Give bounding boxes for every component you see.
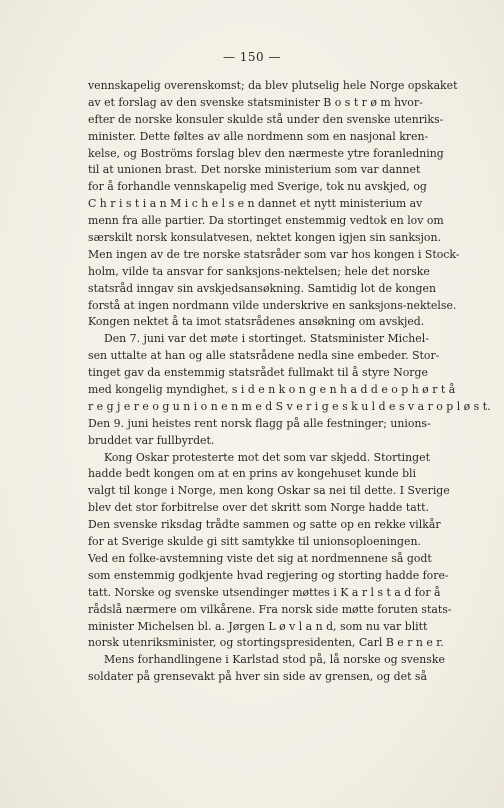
- text-line: blev det stor forbitrelse over det skritt som Norge hadde tatt.: [88, 501, 429, 515]
- text-line: tinget gav da enstemmig statsrådet fullmakt til å styre Norge: [88, 366, 428, 380]
- text-line: Kong Oskar protesterte mot det som var skjedd. Stortinget: [104, 450, 430, 464]
- text-line: statsråd inngav sin avskjedsansøkning. Samtidig lot de kongen: [88, 281, 436, 295]
- page-number: — 150 —: [222, 50, 282, 64]
- text-line: hadde bedt kongen om at en prins av kongehuset kunde bli: [88, 467, 417, 481]
- text-line: efter de norske konsuler skulde stå under den svenske utenriks-: [88, 112, 444, 126]
- text-line: Mens forhandlingene i Karlstad stod på, lå norske og svenske: [104, 653, 445, 667]
- text-line: Den svenske riksdag trådte sammen og satte op en rekke vilkår: [88, 518, 441, 532]
- text-line: for å forhandle vennskapelig med Sverige, tok nu avskjed, og: [88, 180, 427, 194]
- text-line: Kongen nektet å ta imot statsrådenes ansøkning om avskjed.: [88, 315, 425, 329]
- text-line: sen uttalte at han og alle statsrådene nedla sine embeder. Stor-: [88, 349, 440, 363]
- text-line: kelse, og Boströms forslag blev den nærmeste ytre foranledning: [88, 146, 444, 160]
- text-line: Men ingen av de tre norske statsråder som var hos kongen i Stock-: [88, 247, 460, 261]
- text-line: bruddet var fullbyrdet.: [88, 433, 215, 447]
- text-line: med kongelig myndighet, s i d e n k o n g e n h a d d e o p h ø r t å: [88, 383, 456, 397]
- text-line: for at Sverige skulde gi sitt samtykke til unionsoploeningen.: [88, 535, 421, 549]
- text-line: tatt. Norske og svenske utsendinger møttes i K a r l s t a d for å: [88, 585, 441, 599]
- text-line: r e g j e r e o g u n i o n e n m e d S v e r i g e s k u l d e s v a r o p l ø s t.: [88, 399, 491, 413]
- text-line: særskilt norsk konsulatvesen, nektet kongen igjen sin sanksjon.: [88, 231, 441, 245]
- text-line: rådslå nærmere om vilkårene. Fra norsk side møtte foruten stats-: [88, 602, 452, 616]
- text-line: menn fra alle partier. Da stortinget enstemmig vedtok en lov om: [88, 214, 444, 228]
- text-line: forstå at ingen nordmann vilde underskrive en sanksjons-nektelse.: [88, 298, 457, 312]
- body-text: [88, 78, 491, 686]
- text-line: Den 7. juni var det møte i stortinget. Statsminister Michel-: [104, 332, 429, 346]
- text-line: C h r i s t i a n M i c h e l s e n dannet et nytt ministerium av: [88, 197, 423, 211]
- text-line: til at unionen brast. Det norske ministerium som var dannet: [88, 163, 421, 177]
- text-line: minister. Dette føltes av alle nordmenn som en nasjonal kren-: [88, 129, 429, 143]
- text-line: valgt til konge i Norge, men kong Oskar sa nei til dette. I Sverige: [88, 484, 450, 498]
- text-line: norsk utenriksminister, og stortingspresidenten, Carl B e r n e r.: [88, 636, 444, 650]
- text-line: holm, vilde ta ansvar for sanksjons-nektelsen; hele det norske: [88, 264, 430, 278]
- text-line: vennskapelig overenskomst; da blev plutselig hele Norge opskaket: [88, 79, 458, 92]
- text-line: Den 9. juni heistes rent norsk flagg på alle festninger; unions-: [88, 416, 431, 430]
- text-line: av et forslag av den svenske statsminister B o s t r ø m hvor-: [88, 95, 423, 109]
- text-line: som enstemmig godkjente hvad regjering og storting hadde fore-: [88, 568, 449, 582]
- text-line: minister Michelsen bl. a. Jørgen L ø v l a n d, som nu var blitt: [88, 619, 428, 633]
- text-line: soldater på grensevakt på hver sin side av grensen, og det så: [88, 670, 428, 684]
- text-line: Ved en folke-avstemning viste det sig at nordmennene så godt: [88, 551, 432, 565]
